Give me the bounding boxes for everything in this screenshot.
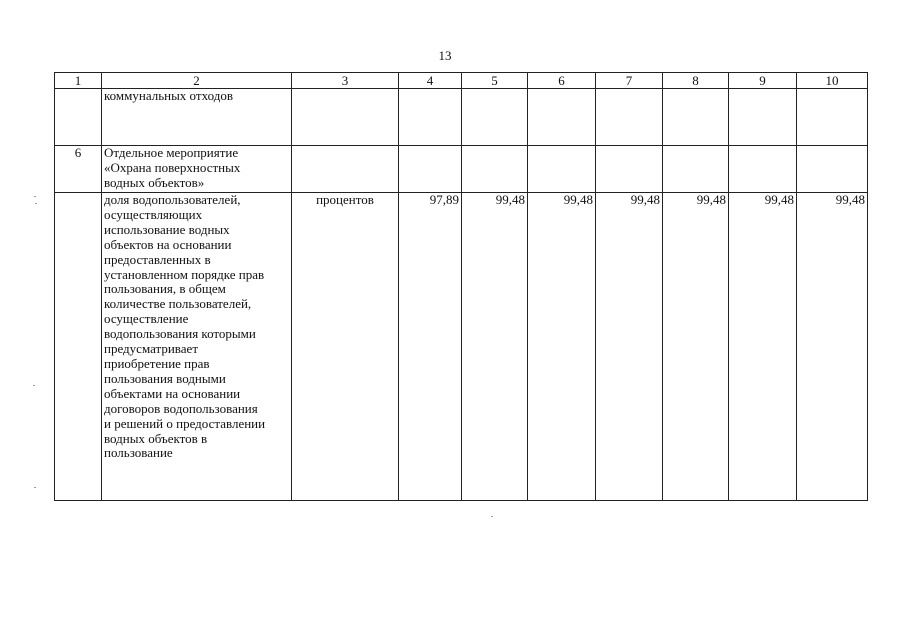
scan-speck	[491, 516, 493, 517]
cell-empty	[55, 193, 102, 501]
cell-empty	[797, 146, 868, 193]
indicator-name-line: осуществление	[104, 311, 189, 327]
cell-empty	[528, 146, 596, 193]
indicator-name-line: и решений о предоставлении	[104, 415, 266, 431]
indicator-name-line: пользования, в общем	[104, 281, 226, 297]
indicator-name-line: объектами на основании	[104, 385, 241, 401]
indicator-unit: процентов	[292, 193, 399, 501]
cell-empty	[729, 146, 797, 193]
indicator-name-line: объектов на основании	[104, 236, 232, 252]
column-header: 8	[663, 73, 729, 89]
cell-empty	[528, 89, 596, 146]
cell-empty	[292, 146, 399, 193]
section-title	[102, 146, 292, 193]
cell-empty	[729, 89, 797, 146]
indicator-name-line: водных объектов в	[104, 430, 208, 446]
indicator-name-line: количестве пользователей,	[104, 296, 252, 312]
cell-empty	[399, 146, 462, 193]
indicator-name	[102, 193, 292, 501]
scan-speck	[34, 487, 36, 488]
cell-empty	[596, 146, 663, 193]
column-header: 1	[55, 73, 102, 89]
column-header: 10	[797, 73, 868, 89]
cell-empty	[462, 89, 528, 146]
indicator-value: 99,48	[462, 193, 528, 501]
indicator-value: 97,89	[399, 193, 462, 501]
indicator-name-line: использование водных	[104, 221, 230, 237]
indicator-name-line: предоставленных в	[104, 251, 211, 267]
indicator-name-line: установленном порядке прав	[104, 266, 265, 282]
section-number: 6	[55, 146, 102, 193]
cell-empty	[797, 89, 868, 146]
cell-empty	[292, 89, 399, 146]
cell-empty	[663, 146, 729, 193]
indicator-value: 99,48	[797, 193, 868, 501]
table-row-section	[55, 146, 868, 193]
indicator-name-line: приобретение прав	[104, 355, 210, 371]
continuation-text: коммунальных отходов	[102, 89, 292, 146]
column-header: 3	[292, 73, 399, 89]
indicator-value: 99,48	[596, 193, 663, 501]
page-number: 13	[438, 48, 452, 63]
indicators-table	[54, 72, 868, 501]
column-header: 6	[528, 73, 596, 89]
scan-speck	[35, 203, 37, 204]
section-title-line: «Охрана поверхностных	[104, 159, 241, 175]
indicator-name-line: договоров водопользования	[104, 400, 258, 416]
table-row-continuation	[55, 89, 868, 146]
section-title-line: Отдельное мероприятие	[104, 145, 239, 160]
cell-empty	[663, 89, 729, 146]
column-header: 5	[462, 73, 528, 89]
cell-empty	[399, 89, 462, 146]
column-header: 7	[596, 73, 663, 89]
scan-speck	[33, 385, 35, 386]
indicator-name-line: предусматривает	[104, 341, 198, 357]
indicator-name-line: осуществляющих	[104, 206, 203, 222]
indicator-value: 99,48	[729, 193, 797, 501]
table-row-indicator	[55, 193, 868, 501]
indicator-name-line: водопользования которыми	[104, 326, 256, 342]
cell-empty	[462, 146, 528, 193]
column-header: 4	[399, 73, 462, 89]
scan-speck	[34, 196, 36, 197]
column-header: 9	[729, 73, 797, 89]
indicator-value: 99,48	[528, 193, 596, 501]
cell-empty	[55, 89, 102, 146]
cell-empty	[596, 89, 663, 146]
indicator-name-line: пользования водными	[104, 370, 226, 386]
section-title-line: водных объектов»	[104, 174, 205, 190]
indicator-name-line: пользование	[104, 445, 173, 461]
indicator-value: 99,48	[663, 193, 729, 501]
table-header-row	[55, 73, 868, 89]
column-header: 2	[102, 73, 292, 89]
indicator-name-line: доля водопользователей,	[104, 192, 241, 207]
